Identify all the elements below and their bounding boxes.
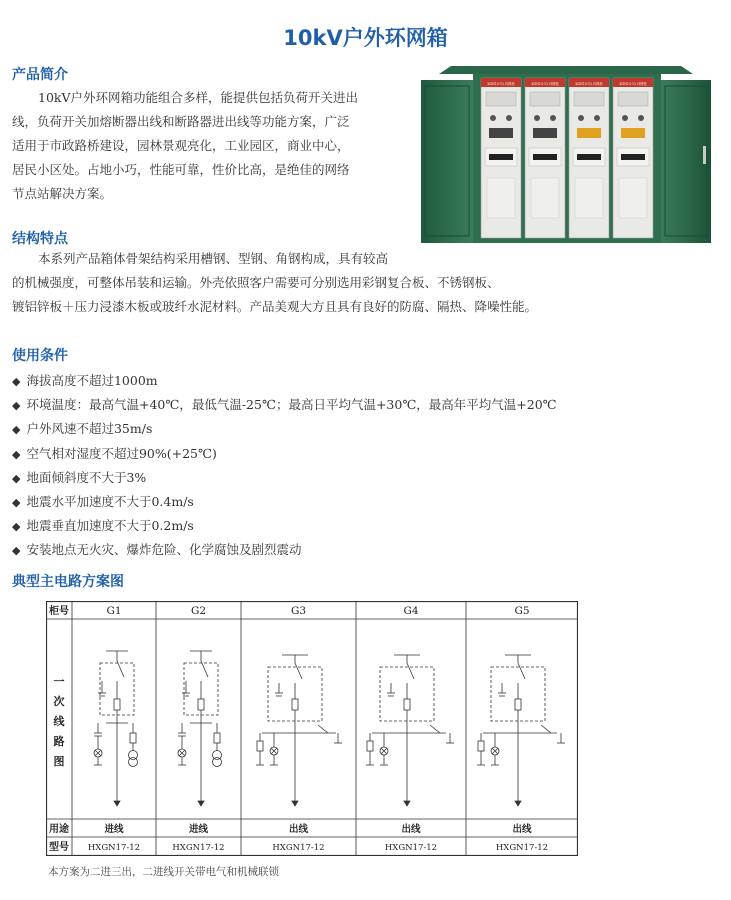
structure-line: 的机械强度，可整体吊装和运输。外壳依照客户需要可分别选用彩钢复合板、不锈钢板、: [12, 275, 500, 290]
condition-item: ◆ 户外风速不超过35m/s: [12, 417, 557, 441]
column-model-g2: HXGN17-12: [172, 843, 225, 853]
conditions-list: [12, 369, 557, 563]
condition-item: ◆ 地面倾斜度不大于3%: [12, 466, 557, 490]
column-model-g4: HXGN17-12: [384, 843, 438, 853]
column-id-g1: G1: [106, 605, 122, 617]
circuit-g1: [94, 651, 138, 806]
circuit-note: 本方案为二进三出，二进线开关带电气和机械联锁: [48, 866, 279, 878]
conditions-heading: 使用条件: [12, 348, 68, 364]
row-label-usage: 用途: [49, 824, 69, 835]
panel-label: XGN15-12 环网柜: [619, 82, 647, 86]
panel-label: XGN15-12 环网柜: [575, 82, 603, 86]
column-model-g3: HXGN17-12: [272, 843, 325, 853]
condition-item: ◆ 环境温度：最高气温+40℃，最低气温-25℃；最高日平均气温+30℃，最高年平均气温+20℃: [12, 393, 557, 417]
page-title: 10kV户外环网箱: [283, 26, 448, 50]
condition-item: ◆ 海拔高度不超过1000m: [12, 369, 557, 393]
row-label-primary-char: 图: [53, 755, 65, 768]
circuit-heading: 典型主电路方案图: [12, 574, 124, 590]
row-label-primary: [54, 675, 66, 768]
column-id-g2: G2: [190, 605, 207, 617]
cabinet-left-door: [421, 80, 473, 243]
structure-line: 本系列产品箱体骨架结构采用槽钢、型钢、角钢构成，具有较高: [38, 251, 389, 266]
intro-line: 适用于市政路桥建设，园林景观亮化，工业园区，商业中心，: [12, 138, 350, 153]
intro-line: 节点站解决方案。: [12, 186, 113, 201]
circuit-g5: [477, 655, 565, 806]
structure-paragraph: [12, 247, 537, 319]
structure-line: 镀铝锌板＋压力浸漆木板或玻纤水泥材料。产品美观大方且具有良好的防腐、隔热、降噪性能。: [12, 299, 538, 314]
circuit-g3: [256, 655, 342, 806]
column-usage-g3: 出线: [288, 824, 309, 835]
column-id-g4: G4: [403, 605, 419, 617]
main-circuit-diagram: [46, 601, 578, 856]
column-usage-g4: 出线: [401, 824, 421, 835]
panel-label: XGN15-12 环网柜: [487, 82, 515, 86]
row-label-primary-char: 一: [53, 675, 65, 688]
circuit-g4: [366, 655, 454, 806]
column-usage-g5: 出线: [512, 824, 532, 835]
row-label-primary-char: 路: [53, 735, 65, 748]
row-label-model: 型号: [49, 842, 69, 853]
ring-main-unit-photo: [421, 66, 711, 243]
column-usage-g1: 进线: [104, 824, 124, 835]
row-label-primary-char: 线: [53, 715, 65, 728]
intro-line: 居民小区处。占地小巧，性能可靠，性价比高，是绝佳的网络: [12, 162, 350, 177]
row-label-cabinet-no: 柜号: [49, 606, 69, 617]
column-id-g3: G3: [290, 605, 307, 617]
circuit-g2: [178, 651, 222, 806]
column-usage-g2: 进线: [188, 824, 209, 835]
diagram-frame: [47, 602, 578, 856]
column-id-g5: G5: [514, 605, 530, 617]
condition-item: ◆ 安装地点无火灾、爆炸危险、化学腐蚀及剧烈震动: [12, 538, 557, 562]
column-model-g1: HXGN17-12: [87, 843, 141, 853]
cabinet-roof: [439, 66, 693, 74]
condition-item: ◆ 地震水平加速度不大于0.4m/s: [12, 490, 557, 514]
intro-paragraph: [12, 86, 358, 206]
panel-label: XGN15-12 环网柜: [531, 82, 559, 86]
intro-line: 线，负荷开关加熔断器出线和断路器进出线等功能方案，广泛: [12, 114, 350, 129]
structure-heading: 结构特点: [12, 231, 68, 247]
intro-heading: 产品简介: [12, 67, 68, 83]
column-model-g5: HXGN17-12: [495, 843, 549, 853]
condition-item: ◆ 地震垂直加速度不大于0.2m/s: [12, 514, 557, 538]
intro-line: 10kV户外环网箱功能组合多样，能提供包括负荷开关进出: [38, 90, 359, 105]
condition-item: ◆ 空气相对湿度不超过90%(+25℃): [12, 442, 557, 466]
row-label-primary-char: 次: [53, 695, 65, 708]
